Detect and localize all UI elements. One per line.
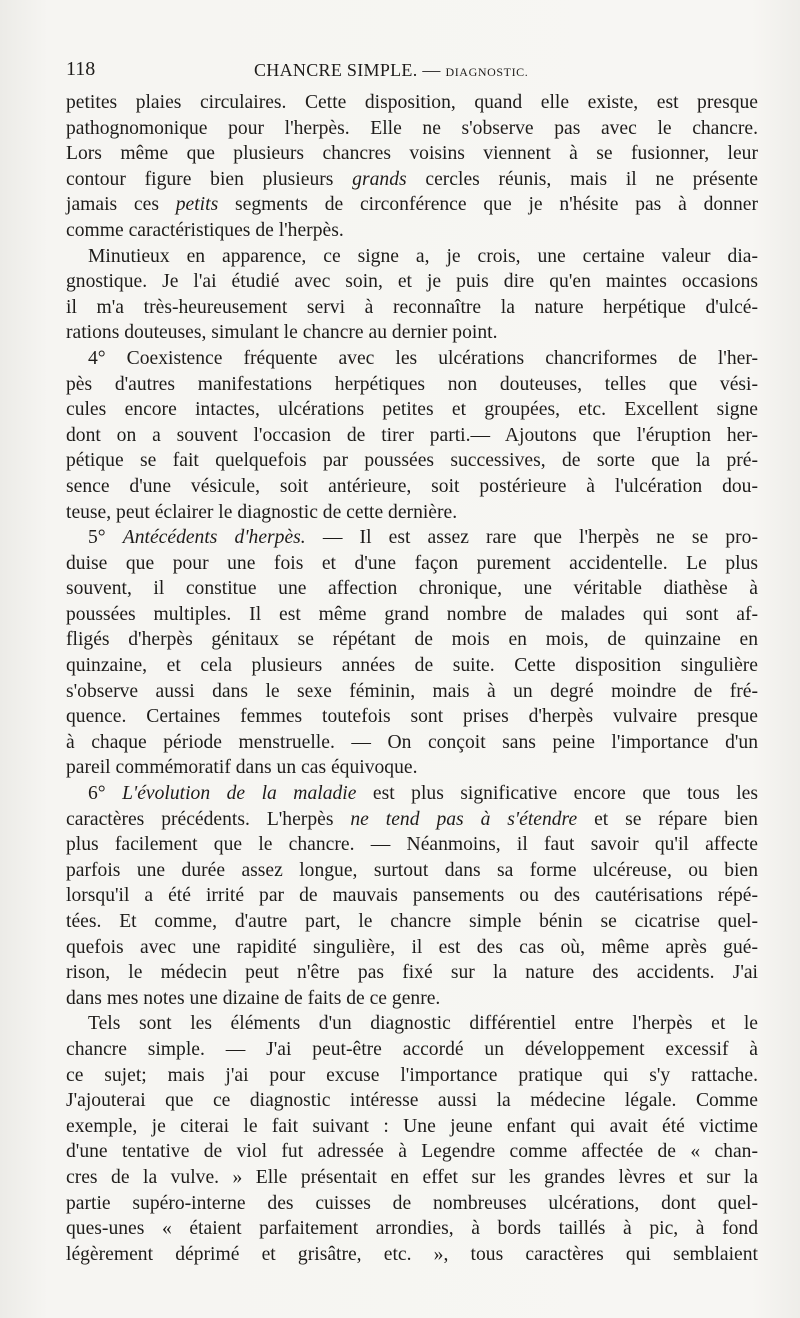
text-segment: jamais ces bbox=[66, 194, 176, 216]
running-header bbox=[66, 58, 766, 88]
text-line: sence d'une vésicule, soit antérieure, soit postérieure à l'ulcération dou- bbox=[66, 475, 758, 497]
text-line: ques-unes « étaient parfaitement arrondies, à bords taillés à pic, à fond bbox=[66, 1218, 758, 1240]
text-line: 4° Coexistence fréquente avec les ulcérations chancriformes de l'her- bbox=[88, 347, 758, 369]
text-line: J'ajouterai que ce diagnostic intéresse aussi la médecine légale. Comme bbox=[66, 1090, 758, 1112]
running-title bbox=[254, 60, 528, 81]
text-line: pès d'autres manifestations herpétiques non douteuses, telles que vési- bbox=[66, 373, 758, 395]
text-line bbox=[66, 167, 758, 193]
running-title-dash: — bbox=[417, 60, 446, 80]
text-segment: cercles réunis, mais il ne présente bbox=[406, 168, 759, 190]
text-line: teuse, peut éclairer le diagnostic de cette dernière. bbox=[66, 501, 458, 523]
italic-phrase: ne tend pas à s'étendre bbox=[350, 808, 578, 830]
text-line: rison, le médecin peut n'être pas fixé sur la nature des accidents. J'ai bbox=[66, 962, 758, 984]
text-line: pétique se fait quelquefois par poussées successives, de sorte que la pré- bbox=[66, 450, 758, 472]
text-line: d'une tentative de viol fut adressée à Legendre comme affectée de « chan- bbox=[66, 1141, 758, 1163]
text-line: Lors même que plusieurs chancres voisins viennent à se fusionner, leur bbox=[66, 143, 758, 165]
italic-phrase: petits bbox=[175, 194, 219, 216]
text-line: duise que pour une fois et d'une façon purement accidentelle. Le plus bbox=[66, 552, 758, 574]
text-segment: — Il est assez rare que l'herpès ne se pro- bbox=[305, 527, 758, 549]
text-line: légèrement déprimé et grisâtre, etc. », tous caractères qui semblaient bbox=[66, 1243, 758, 1265]
italic-phrase: Antécédents d'herpès. bbox=[122, 527, 306, 549]
running-title-main: CHANCRE SIMPLE. bbox=[254, 60, 418, 80]
text-line: fligés d'herpès génitaux se répétant de mois en mois, de quinzaine en bbox=[66, 629, 758, 651]
text-line: plus facilement que le chancre. — Néanmoins, il faut savoir qu'il affecte bbox=[66, 834, 758, 856]
text-segment: caractères précédents. L'herpès bbox=[66, 808, 351, 830]
text-line: lorsqu'il a été irrité par de mauvais pansements ou des cautérisations répé- bbox=[66, 885, 758, 907]
text-line: dont on a souvent l'occasion de tirer parti.— Ajoutons que l'éruption her- bbox=[66, 424, 758, 446]
italic-phrase: L'évolution de la maladie bbox=[122, 783, 357, 805]
text-line: partie supéro-interne des cuisses de nombreuses ulcérations, dont quel- bbox=[66, 1192, 758, 1214]
text-line: poussées multiples. Il est même grand nombre de malades qui sont af- bbox=[66, 603, 758, 625]
text-line: quence. Certaines femmes toutefois sont prises d'herpès vulvaire presque bbox=[66, 706, 758, 728]
text-line: pathognomonique pour l'herpès. Elle ne s'observe pas avec le chancre. bbox=[66, 117, 758, 139]
text-line: quinzaine, et cela plusieurs années de suite. Cette disposition singulière bbox=[66, 655, 758, 677]
text-line: tées. Et comme, d'autre part, le chancre simple bénin se cicatrise quel- bbox=[66, 911, 758, 932]
running-title-sub: DIAGNOSTIC. bbox=[445, 65, 529, 79]
text-line: gnostique. Je l'ai étudié avec soin, et je puis dire qu'en maintes occasions bbox=[66, 271, 758, 293]
text-line: cres de la vulve. » Elle présentait en effet sur les grandes lèvres et sur la bbox=[66, 1166, 758, 1188]
text-line: il m'a très-heureusement servi à reconnaître la nature herpétique d'ulcé- bbox=[66, 296, 758, 318]
text-line: parfois une durée assez longue, surtout dans sa forme ulcéreuse, ou bien bbox=[66, 859, 758, 881]
text-segment: et se répare bien bbox=[577, 808, 758, 830]
text-line: quefois avec une rapidité singulière, il est des cas où, même après gué- bbox=[66, 936, 758, 958]
text-segment: contour figure bien plusieurs bbox=[66, 168, 353, 190]
text-line bbox=[66, 192, 758, 218]
text-line: exemple, je citerai le fait suivant : Une jeune enfant qui avait été victime bbox=[66, 1115, 758, 1137]
text-line: comme caractéristiques de l'herpès. bbox=[66, 219, 344, 241]
page-number: 118 bbox=[66, 58, 96, 80]
text-line: dans mes notes une dizaine de faits de ce genre. bbox=[66, 987, 441, 1009]
text-line: s'observe aussi dans le sexe féminin, mais à un degré moindre de fré- bbox=[66, 680, 758, 702]
text-line: souvent, il constitue une affection chronique, une véritable diathèse à bbox=[66, 578, 758, 600]
italic-phrase: grands bbox=[352, 168, 407, 190]
text-segment: segments de circonférence que je n'hésite pas à donner bbox=[218, 194, 758, 216]
text-line: petites plaies circulaires. Cette disposition, quand elle existe, est presque bbox=[66, 92, 758, 113]
text-segment: 5° bbox=[88, 527, 123, 549]
text-line: rations douteuses, simulant le chancre au dernier point. bbox=[66, 322, 498, 344]
text-line: chancre simple. — J'ai peut-être accordé un développement excessif à bbox=[66, 1038, 758, 1060]
text-line: ce sujet; mais j'ai pour excuse l'importance pratique qui s'y rattache. bbox=[66, 1064, 758, 1086]
body-text bbox=[66, 90, 758, 1267]
text-line bbox=[66, 807, 758, 833]
text-segment: est plus significative encore que tous les bbox=[356, 783, 759, 805]
text-line: cules encore intactes, ulcérations petites et groupées, etc. Excellent signe bbox=[66, 399, 758, 421]
text-segment: 6° bbox=[88, 783, 123, 805]
text-line: pareil commémoratif dans un cas équivoque. bbox=[66, 757, 418, 779]
text-line bbox=[66, 781, 758, 807]
text-line bbox=[66, 525, 758, 551]
text-line: Minutieux en apparence, ce signe a, je crois, une certaine valeur dia- bbox=[88, 245, 758, 267]
text-line: à chaque période menstruelle. — On conçoit sans peine l'importance d'un bbox=[66, 731, 758, 753]
text-line: Tels sont les éléments d'un diagnostic différentiel entre l'herpès et le bbox=[88, 1013, 758, 1035]
